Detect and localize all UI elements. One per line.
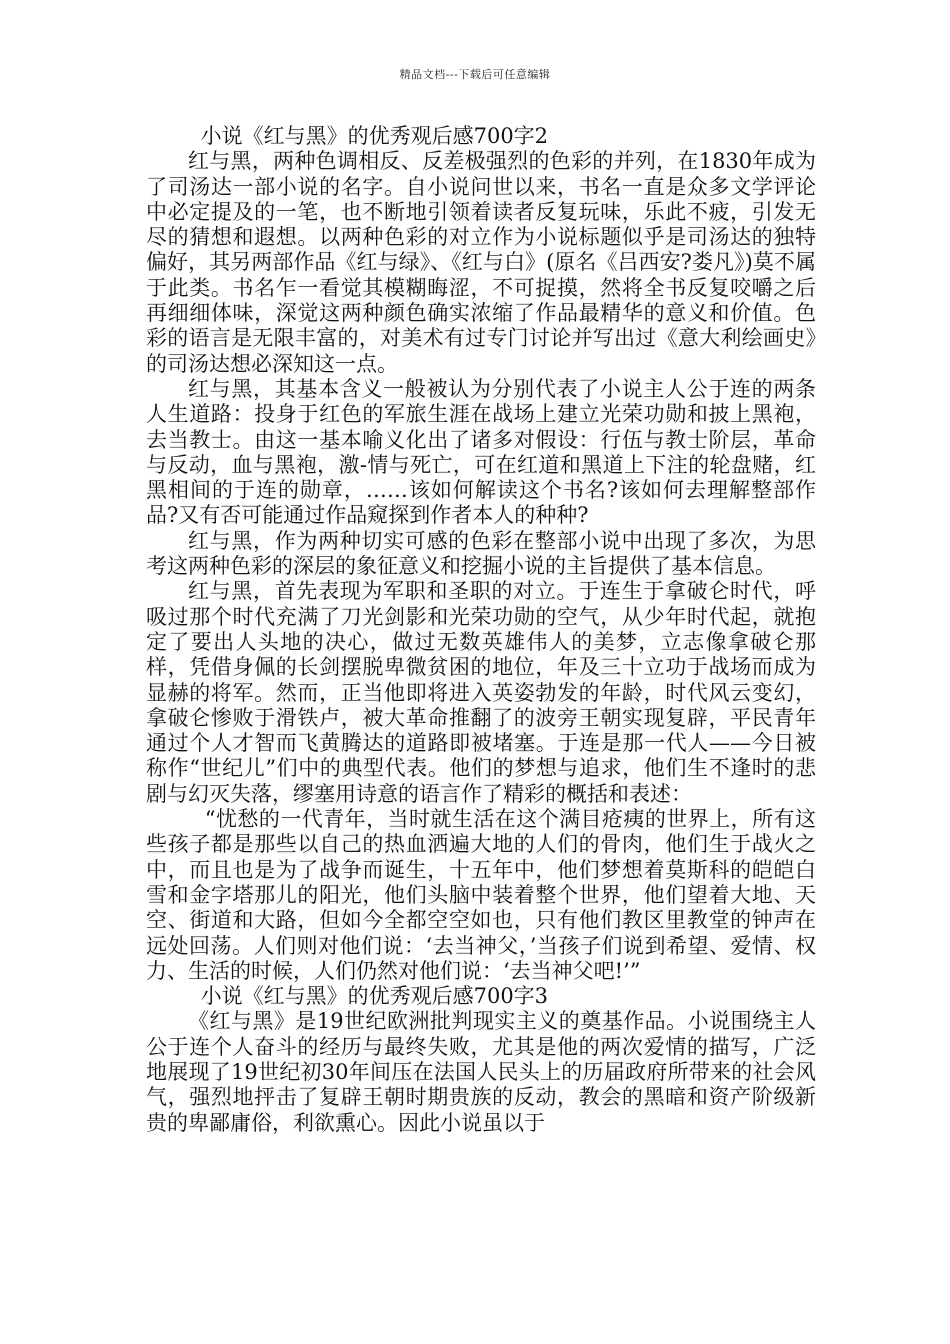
paragraph: 红与黑，首先表现为军职和圣职的对立。于连生于拿破仑时代，呼吸过那个时代充满了刀光剑影和光荣功勋的空气，从少年时代起，就抱定了要出人头地的决心，做过无数英雄伟人的美梦，立志像拿破仑那样，凭借身佩的长剑摆脱卑微贫困的地位，年及三十立功于战场而成为显赫的将军。然而，正当他即将进入英姿勃发的年龄，时代风云变幻，拿破仑惨败于滑铁卢，被大革命推翻了的波旁王朝实现复辟，平民青年通过个人才智而飞黄腾达的道路即被堵塞。于连是那一代人——今日被称作“世纪儿”们中的典型代表。他们的梦想与追求，他们生不逢时的悲剧与幻灭失落，缪塞用诗意的语言作了精彩的概括和表述： bbox=[146, 579, 816, 806]
document-body bbox=[146, 124, 816, 1136]
paragraph: 《红与黑》是19世纪欧洲批判现实主义的奠基作品。小说围绕主人公于连个人奋斗的经历与最终失败，尤其是他的两次爱情的描写，广泛地展现了19世纪初30年间压在法国人民头上的历届政府所带来的社会风气，强烈地抨击了复辟王朝时期贵族的反动，教会的黑暗和资产阶级新贵的卑鄙庸俗，利欲熏心。因此小说虽以于 bbox=[146, 1009, 816, 1135]
paragraph: 红与黑，两种色调相反、反差极强烈的色彩的并列，在1830年成为了司汤达一部小说的名字。自小说问世以来，书名一直是众多文学评论中必定提及的一笔，也不断地引领着读者反复玩味，乐此不疲，引发无尽的猜想和遐想。以两种色彩的对立作为小说标题似乎是司汤达的独特偏好，其另两部作品《红与绿》、《红与白》(原名《吕西安?娄凡》)莫不属于此类。书名乍一看觉其模糊晦涩，不可捉摸，然将全书反复咬嚼之后再细细体味，深觉这两种颜色确实浓缩了作品最精华的意义和价值。色彩的语言是无限丰富的，对美术有过专门讨论并写出过《意大利绘画史》的司汤达想必深知这一点。 bbox=[146, 149, 816, 376]
quote-paragraph: “忧愁的一代青年，当时就生活在这个满目疮痍的世界上，所有这些孩子都是那些以自己的热血洒遍大地的人们的骨肉，他们生于战火之中，而且也是为了战争而诞生，十五年中，他们梦想着莫斯科的皑皑白雪和金字塔那儿的阳光，他们头脑中装着整个世界，他们望着大地、天空、街道和大路，但如今全都空空如也，只有他们教区里教堂的钟声在远处回荡。人们则对他们说：‘去当神父，’当孩子们说到希望、爱情、权力、生活的时候，人们仍然对他们说：‘去当神父吧!’” bbox=[146, 807, 816, 983]
paragraph: 红与黑，其基本含义一般被认为分别代表了小说主人公于连的两条人生道路：投身于红色的军旅生涯在战场上建立光荣功勋和披上黑袍，去当教士。由这一基本喻义化出了诸多对假设：行伍与教士阶层，革命与反动，血与黑袍，激-情与死亡，可在红道和黑道上下注的轮盘赌，红黑相间的于连的勋章，……该如何解读这个书名?该如何去理解整部作品?又有否可能通过作品窥探到作者本人的种种? bbox=[146, 376, 816, 528]
paragraph: 红与黑，作为两种切实可感的色彩在整部小说中出现了多次，为思考这两种色彩的深层的象征意义和挖掘小说的主旨提供了基本信息。 bbox=[146, 528, 816, 579]
page-header: 精品文档---下载后可任意编辑 bbox=[399, 68, 551, 81]
section-heading: 小说《红与黑》的优秀观后感700字3 bbox=[200, 984, 549, 1009]
section-heading: 小说《红与黑》的优秀观后感700字2 bbox=[200, 124, 549, 148]
